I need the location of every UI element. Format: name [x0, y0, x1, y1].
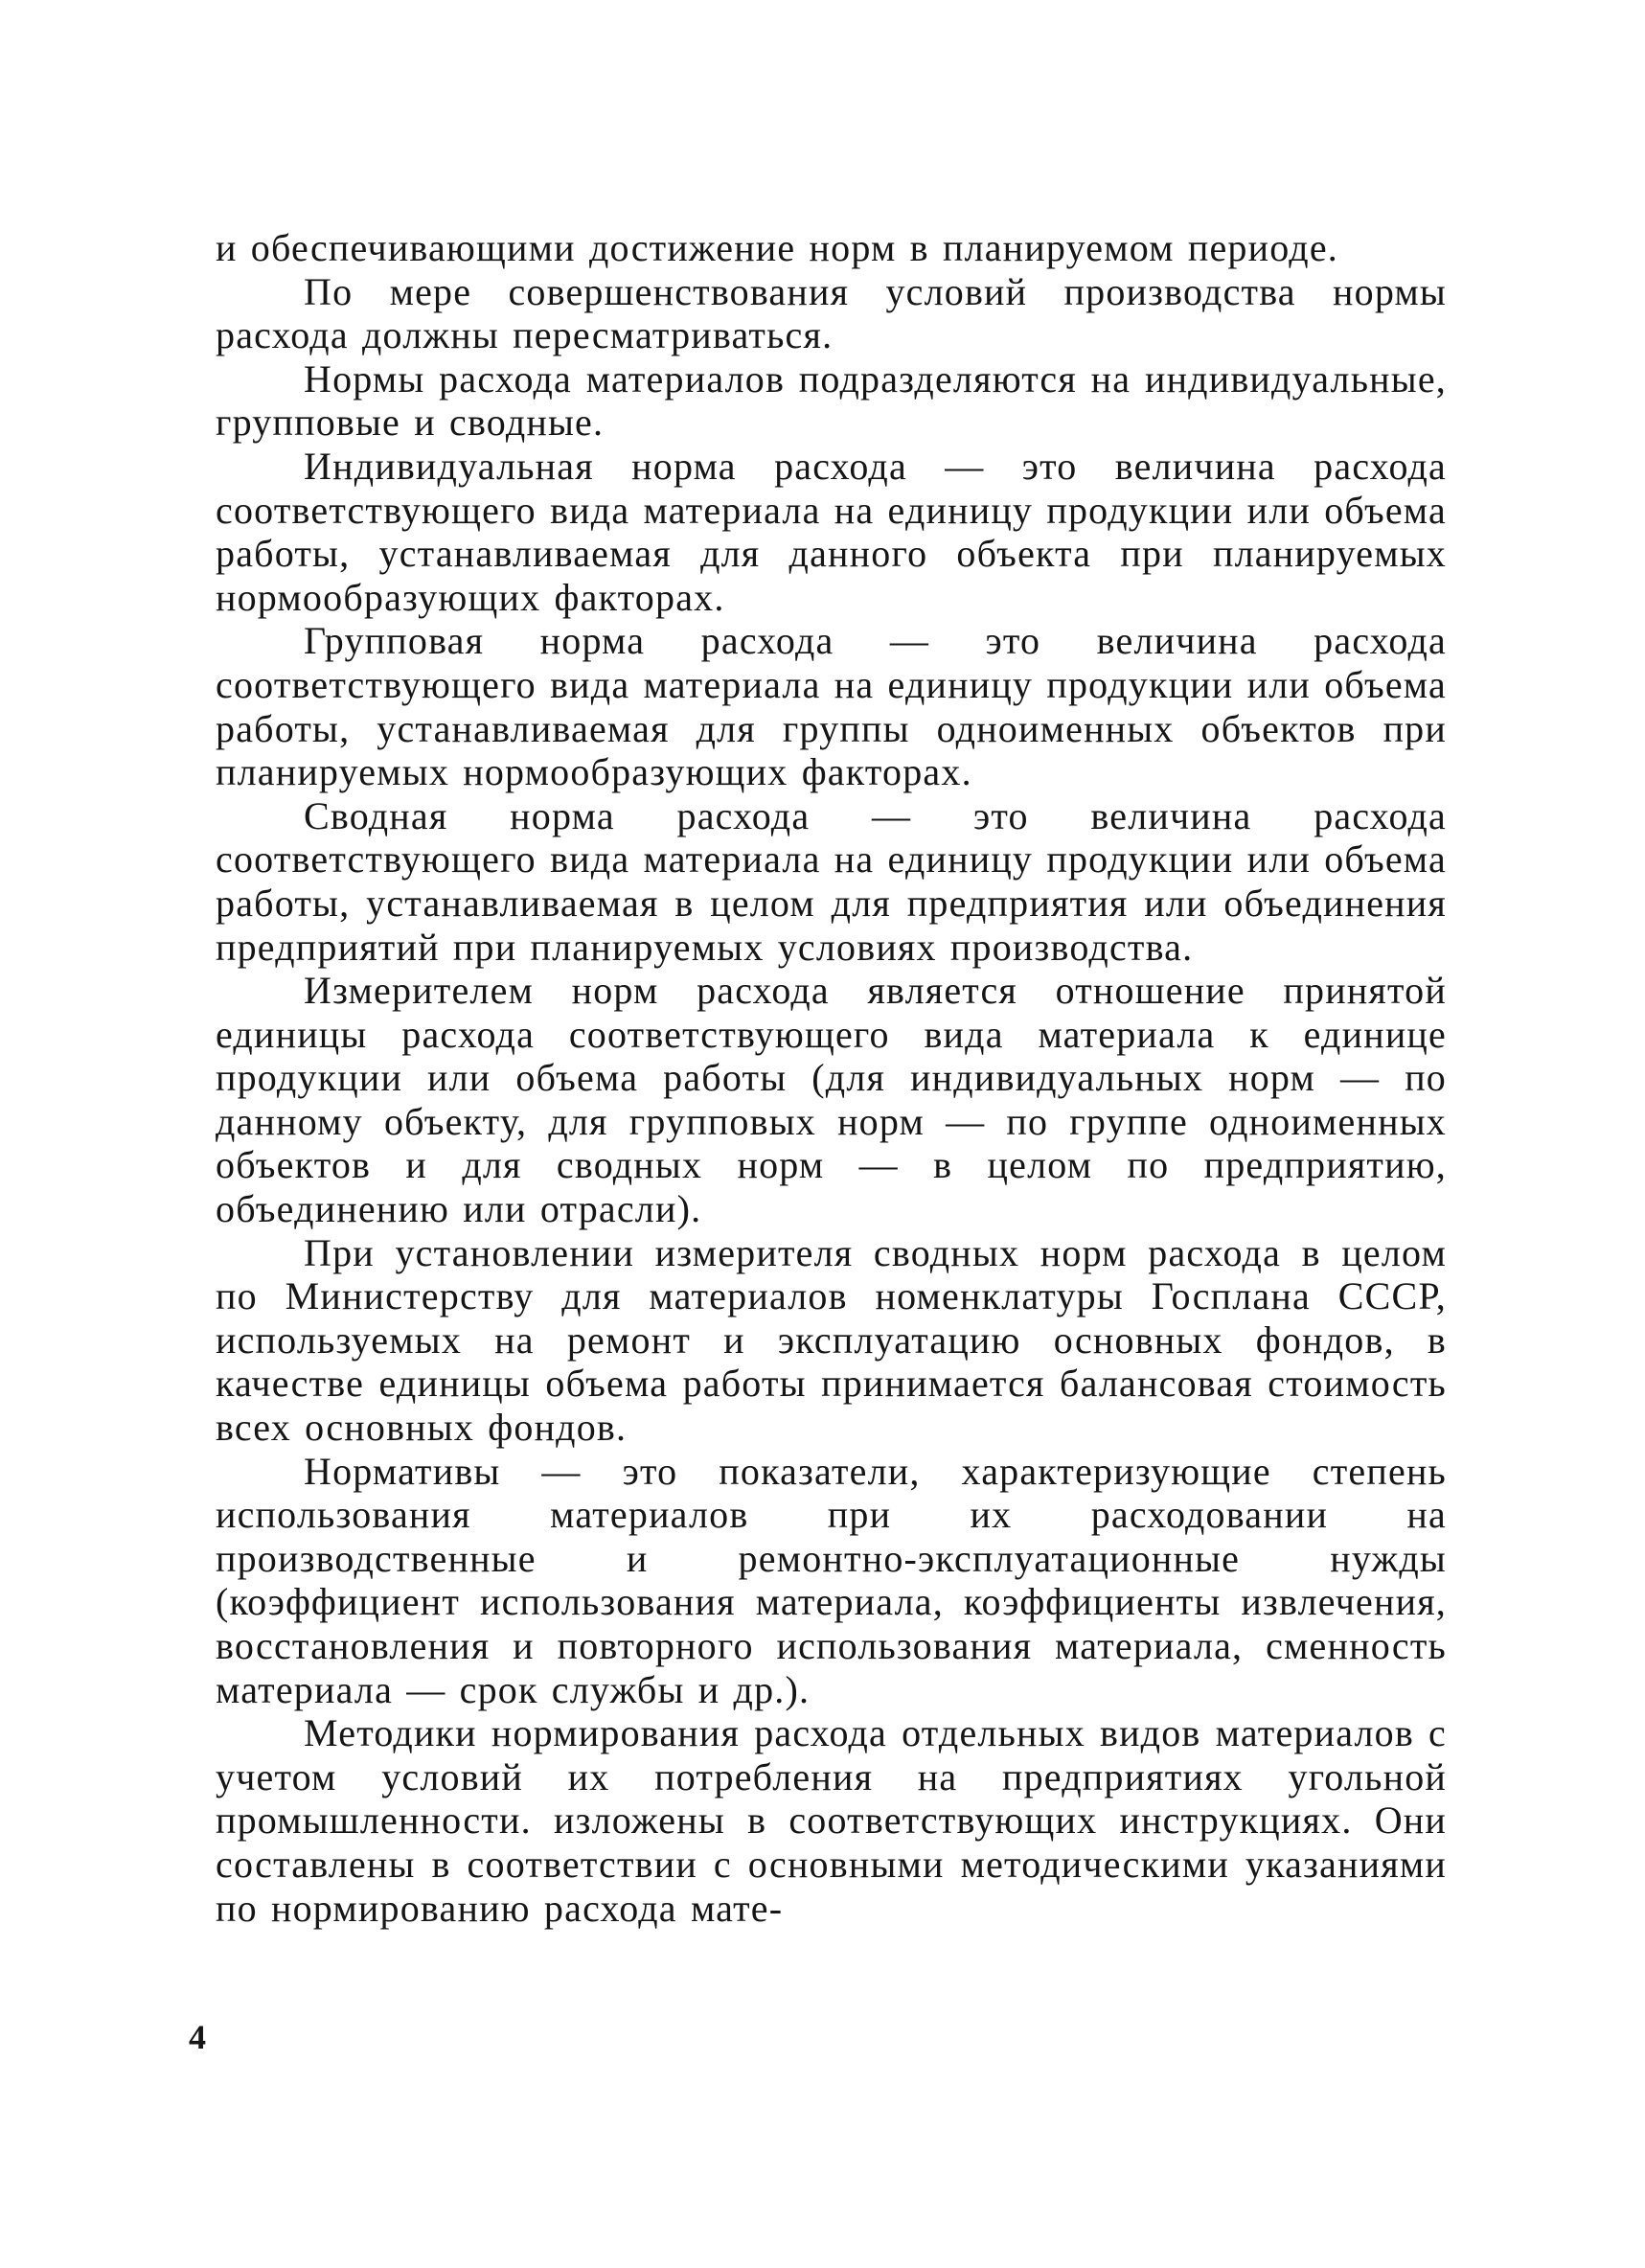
paragraph-group-norm: Групповая норма расхода — это величина расхода соответствующего вида материала на единицу продукции или объема работы, устанавливаемая для группы одноименных объектов при планируемых нормообразующих факторах. [216, 619, 1447, 794]
paragraph-individual-norm: Индивидуальная норма расхода — это величина расхода соответствующего вида материала на единицу продукции или объема работы, устанавливаемая для данного объекта при планируемых нормообразующих факторах. [216, 444, 1447, 619]
paragraph-norm-measure: Измерителем норм расхода является отношение принятой единицы расхода соответствующего вида материала к единице продукции или объема работы (для индивидуальных норм — по данному объекту, для групповых норм — по группе одноименных объектов и для сводных норм — в целом по предприятию, объединению или отрасли). [216, 969, 1447, 1231]
body-text [216, 226, 1447, 1930]
paragraph-methods: Методики нормирования расхода отдельных видов материалов с учетом условий их потребления на предприятиях угольной промышленности. изложены в соответствующих инструкциях. Они составлены в соответствии с основными методическими указаниями по нормированию расхода мате- [216, 1711, 1447, 1930]
paragraph-summary-norm: Сводная норма расхода — это величина расхода соответствующего вида материала на единицу продукции или объема работы, устанавливаемая в целом для предприятия или объединения предприятий при планируемых условиях производства. [216, 793, 1447, 969]
paragraph-norms-revision: По мере совершенствования условий производства нормы расхода должны пересматриваться. [216, 269, 1447, 357]
paragraph-normatives: Нормативы — это показатели, характеризующие степень использования материалов при их расходовании на производственные и ремонтно-эксплуатационные нужды (коэффициент использования материала, коэффициенты извлечения, восстановления и повторного использования материала, сменность материала — срок службы и др.). [216, 1449, 1447, 1711]
paragraph-ministry-measure: При установлении измерителя сводных норм расхода в целом по Министерству для материалов номенклатуры Госплана СССР, используемых на ремонт и эксплуатацию основных фондов, в качестве единицы объема работы принимается балансовая стоимость всех основных фондов. [216, 1230, 1447, 1450]
page-number: 4 [189, 2018, 206, 2056]
paragraph-continuation: и обеспечивающими достижение норм в планируемом периоде. [216, 226, 1338, 269]
paragraph-norms-classification: Нормы расхода материалов подразделяются на индивидуальные, групповые и сводные. [216, 356, 1447, 445]
